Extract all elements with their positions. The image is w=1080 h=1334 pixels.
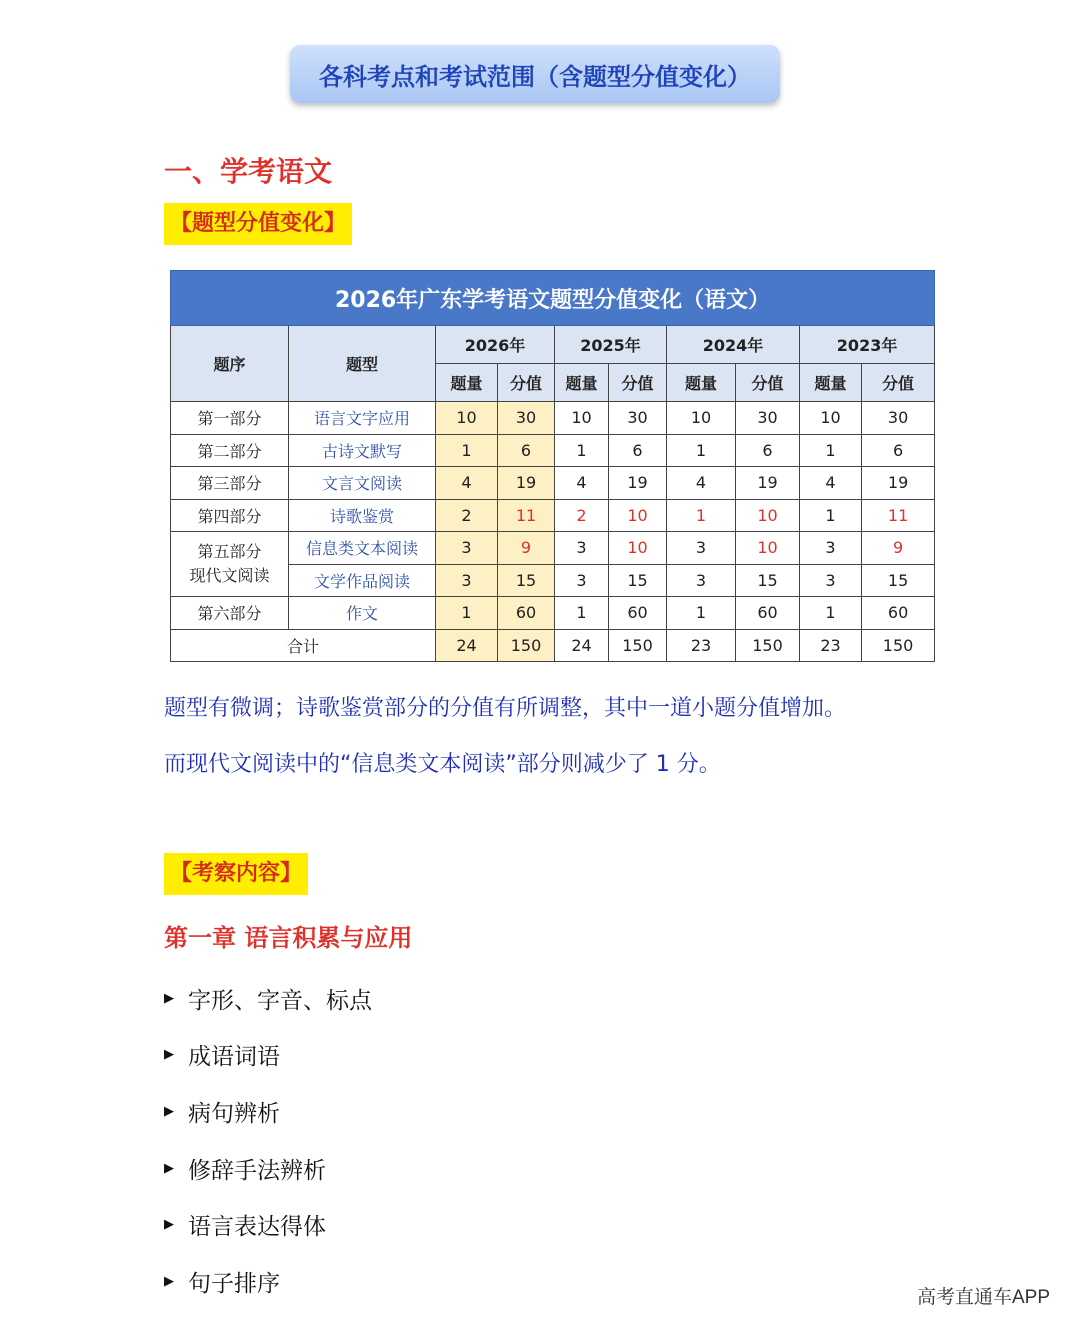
- value-cell: 19: [609, 467, 667, 500]
- list-item-label: 字形、字音、标点: [188, 987, 372, 1014]
- value-cell: 30: [609, 402, 667, 435]
- type-cell: 文学作品阅读: [289, 564, 436, 597]
- value-cell: 1: [555, 434, 609, 467]
- total-cell: 150: [736, 629, 800, 662]
- chapter-title: 第一章 语言积累与应用: [164, 924, 413, 952]
- value-cell: 30: [862, 402, 935, 435]
- value-cell: 1: [667, 597, 736, 630]
- value-cell: 6: [609, 434, 667, 467]
- col-order-header: 题序: [171, 326, 289, 402]
- type-cell: 信息类文本阅读: [289, 532, 436, 565]
- value-cell-changed: 10: [736, 499, 800, 532]
- type-cell: 语言文字应用: [289, 402, 436, 435]
- topic-list: [164, 970, 372, 1310]
- part-cell: 第二部分: [171, 434, 289, 467]
- app-watermark: 高考直通车APP: [916, 1287, 1050, 1308]
- value-cell: 60: [498, 597, 555, 630]
- list-item: [164, 1196, 372, 1253]
- value-cell-changed: 10: [609, 532, 667, 565]
- type-cell: 古诗文默写: [289, 434, 436, 467]
- total-cell: 24: [436, 629, 498, 662]
- table-row: [171, 532, 935, 565]
- value-cell-changed: 1: [667, 499, 736, 532]
- value-cell: 2: [436, 499, 498, 532]
- value-cell: 15: [498, 564, 555, 597]
- value-cell: 3: [800, 532, 862, 565]
- bullet-icon: ▶: [164, 1103, 174, 1119]
- total-cell: 23: [667, 629, 736, 662]
- table-row: [171, 402, 935, 435]
- value-cell-changed: 11: [498, 499, 555, 532]
- bullet-icon: ▶: [164, 1047, 174, 1063]
- list-item-label: 成语词语: [188, 1044, 280, 1071]
- value-cell-changed: 11: [862, 499, 935, 532]
- value-cell-changed: 10: [736, 532, 800, 565]
- value-cell: 4: [667, 467, 736, 500]
- type-cell: 作文: [289, 597, 436, 630]
- tag-score-change: 【题型分值变化】: [164, 203, 352, 245]
- value-cell: 4: [436, 467, 498, 500]
- value-cell: 1: [800, 597, 862, 630]
- total-cell: 150: [498, 629, 555, 662]
- value-cell: 4: [800, 467, 862, 500]
- value-cell: 10: [667, 402, 736, 435]
- list-item: [164, 1027, 372, 1084]
- part-cell: 第三部分: [171, 467, 289, 500]
- part-cell: 第四部分: [171, 499, 289, 532]
- value-cell: 3: [667, 564, 736, 597]
- sub-score-header: 分值: [609, 364, 667, 402]
- section-title: 一、学考语文: [164, 155, 333, 188]
- value-cell: 6: [498, 434, 555, 467]
- total-cell: 150: [862, 629, 935, 662]
- table-row: [171, 597, 935, 630]
- header-banner: [290, 45, 780, 103]
- value-cell: 60: [862, 597, 935, 630]
- value-cell: 60: [736, 597, 800, 630]
- type-cell: 文言文阅读: [289, 467, 436, 500]
- sub-count-header: 题量: [555, 364, 609, 402]
- value-cell: 30: [736, 402, 800, 435]
- value-cell: 3: [800, 564, 862, 597]
- list-item-label: 语言表达得体: [188, 1214, 326, 1241]
- bullet-icon: ▶: [164, 1160, 174, 1176]
- value-cell: 3: [436, 532, 498, 565]
- value-cell: 10: [436, 402, 498, 435]
- value-cell: 30: [498, 402, 555, 435]
- sub-count-header: 题量: [436, 364, 498, 402]
- note-line-1: 题型有微调；诗歌鉴赏部分的分值有所调整，其中一道小题分值增加。: [164, 696, 847, 721]
- bullet-icon: ▶: [164, 990, 174, 1006]
- value-cell: 1: [436, 434, 498, 467]
- score-table: [170, 270, 935, 662]
- sub-count-header: 题量: [667, 364, 736, 402]
- value-cell: 6: [736, 434, 800, 467]
- total-cell: 23: [800, 629, 862, 662]
- year-header: 2026年: [436, 326, 555, 364]
- year-header: 2025年: [555, 326, 667, 364]
- table-row: [171, 499, 935, 532]
- value-cell-changed: 9: [498, 532, 555, 565]
- list-item-label: 句子排序: [188, 1270, 280, 1297]
- value-cell: 3: [667, 532, 736, 565]
- value-cell: 15: [609, 564, 667, 597]
- value-cell: 4: [555, 467, 609, 500]
- value-cell: 15: [862, 564, 935, 597]
- value-cell: 1: [800, 434, 862, 467]
- bullet-icon: ▶: [164, 1273, 174, 1289]
- sub-score-header: 分值: [498, 364, 555, 402]
- value-cell: 19: [736, 467, 800, 500]
- total-cell: 150: [609, 629, 667, 662]
- value-cell: 10: [555, 402, 609, 435]
- value-cell-changed: 10: [609, 499, 667, 532]
- value-cell: 3: [555, 564, 609, 597]
- value-cell: 1: [436, 597, 498, 630]
- value-cell: 10: [800, 402, 862, 435]
- total-cell: 24: [555, 629, 609, 662]
- list-item-label: 修辞手法辨析: [188, 1157, 326, 1184]
- part-cell: 第一部分: [171, 402, 289, 435]
- value-cell: 1: [555, 597, 609, 630]
- value-cell: 19: [498, 467, 555, 500]
- sub-count-header: 题量: [800, 364, 862, 402]
- value-cell-changed: 9: [862, 532, 935, 565]
- value-cell: 15: [736, 564, 800, 597]
- table-row: [171, 434, 935, 467]
- value-cell: 1: [667, 434, 736, 467]
- total-label: 合计: [171, 629, 436, 662]
- part-cell: 第六部分: [171, 597, 289, 630]
- bullet-icon: ▶: [164, 1217, 174, 1233]
- part-cell: [171, 532, 289, 597]
- part-sublabel: 现代文阅读: [189, 566, 270, 585]
- value-cell: 1: [800, 499, 862, 532]
- table-row: [171, 467, 935, 500]
- page-title: 各科考点和考试范围（含题型分值变化）: [319, 62, 751, 91]
- list-item: [164, 1140, 372, 1197]
- year-header: 2024年: [667, 326, 800, 364]
- value-cell: 60: [609, 597, 667, 630]
- list-item: [164, 970, 372, 1027]
- sub-score-header: 分值: [736, 364, 800, 402]
- value-cell: 19: [862, 467, 935, 500]
- col-type-header: 题型: [289, 326, 436, 402]
- list-item: [164, 1253, 372, 1310]
- part-label: 第五部分: [197, 542, 262, 561]
- year-header: 2023年: [800, 326, 935, 364]
- type-cell: 诗歌鉴赏: [289, 499, 436, 532]
- value-cell: 6: [862, 434, 935, 467]
- value-cell-changed: 2: [555, 499, 609, 532]
- tag-content: 【考察内容】: [164, 853, 308, 895]
- list-item-label: 病句辨析: [188, 1100, 280, 1127]
- sub-score-header: 分值: [862, 364, 935, 402]
- note-line-2: 而现代文阅读中的“信息类文本阅读”部分则减少了 1 分。: [164, 752, 721, 777]
- list-item: [164, 1083, 372, 1140]
- table-title: 2026年广东学考语文题型分值变化（语文）: [171, 271, 935, 326]
- value-cell: 3: [436, 564, 498, 597]
- total-row: [171, 629, 935, 662]
- value-cell: 3: [555, 532, 609, 565]
